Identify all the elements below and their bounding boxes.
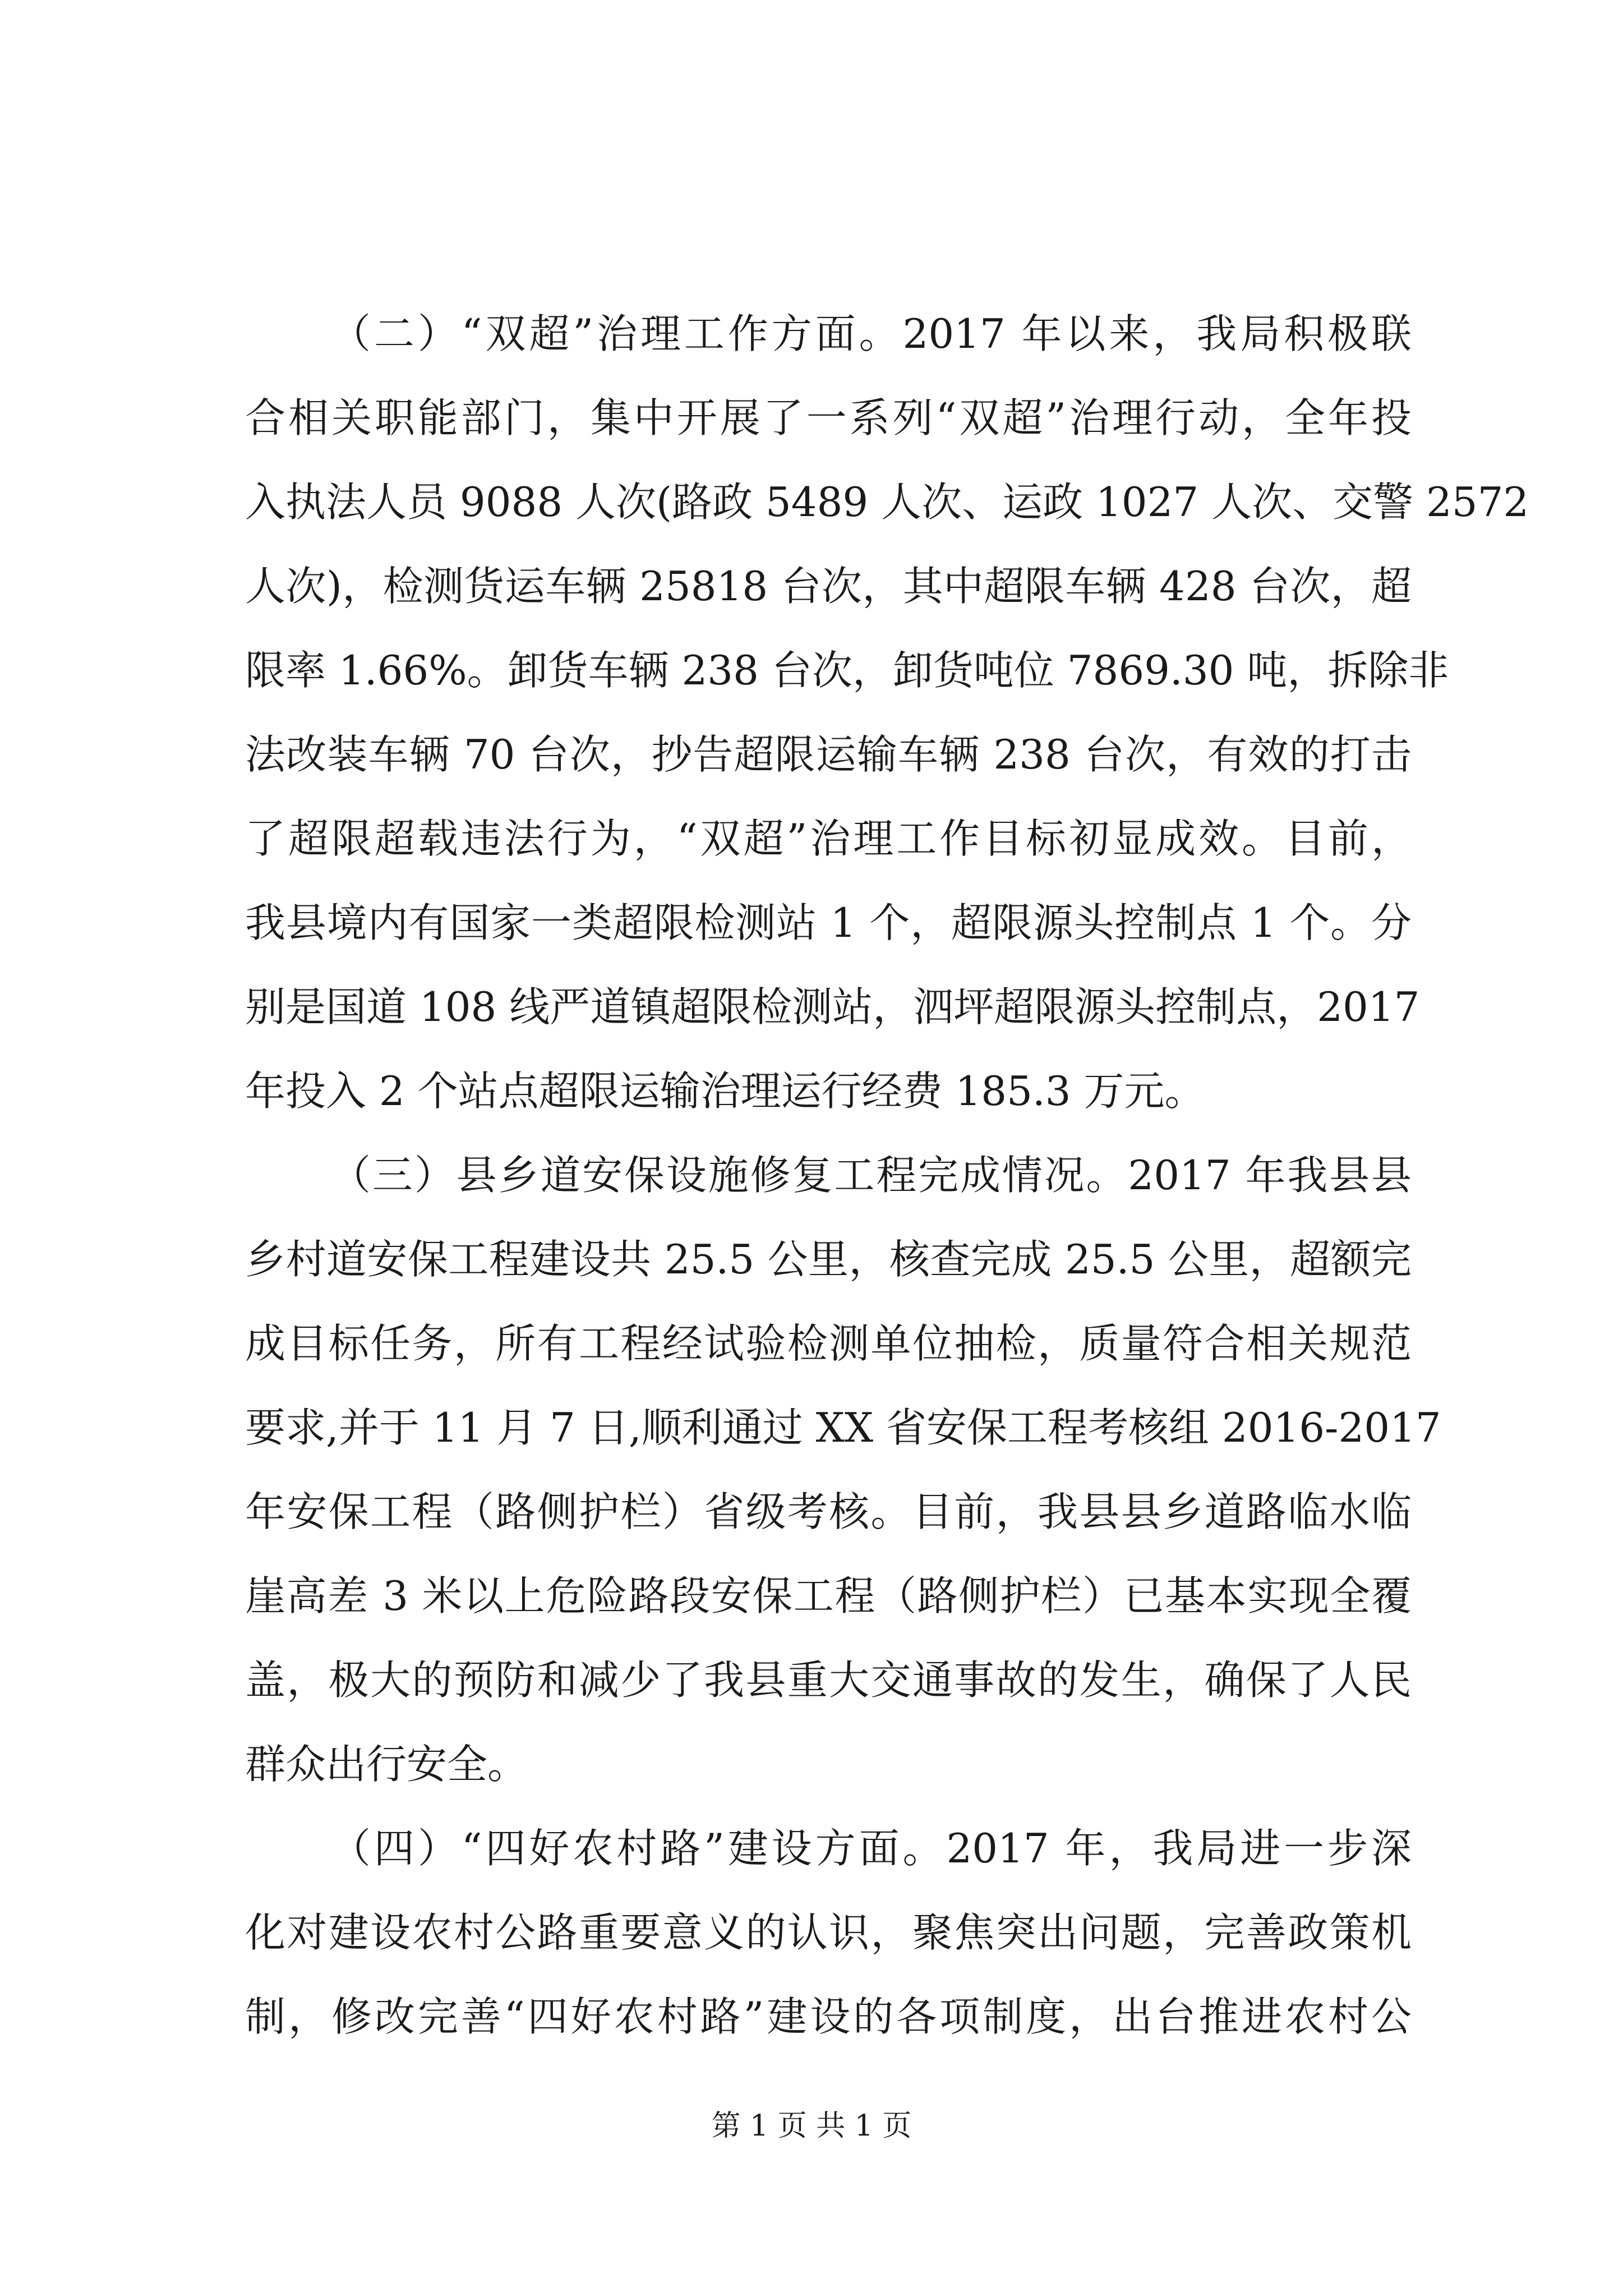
text-line: 年安保工程（路侧护栏）省级考核。目前，我县县乡道路临水临 xyxy=(245,1488,1412,1535)
text-line: （二）“双超”治理工作方面。2017 年以来，我局积极联 xyxy=(330,310,1412,357)
text-line: 要求,并于 11 月 7 日,顺利通过 XX 省安保工程考核组 2016-2017 xyxy=(245,1404,1441,1451)
text-line: 法改装车辆 70 台次，抄告超限运输车辆 238 台次，有效的打击 xyxy=(245,731,1412,778)
text-line: 崖高差 3 米以上危险路段安保工程（路侧护栏）已基本实现全覆 xyxy=(245,1572,1412,1619)
text-line: 化对建设农村公路重要意义的认识，聚焦突出问题，完善政策机 xyxy=(245,1909,1412,1956)
text-line: 合相关职能部门，集中开展了一系列“双超”治理行动，全年投 xyxy=(245,394,1412,441)
text-line: （三）县乡道安保设施修复工程完成情况。2017 年我县县 xyxy=(330,1152,1412,1199)
text-line: （四）“四好农村路”建设方面。2017 年，我局进一步深 xyxy=(330,1825,1412,1872)
text-line: 年投入 2 个站点超限运输治理运行经费 185.3 万元。 xyxy=(245,1068,1205,1115)
page-number-footer: 第 1 页 共 1 页 xyxy=(711,2109,912,2143)
text-line: 制，修改完善“四好农村路”建设的各项制度，出台推进农村公 xyxy=(245,1993,1412,2040)
text-line: 群众出行安全。 xyxy=(245,1741,528,1788)
document-body xyxy=(245,292,1529,2059)
text-line: 入执法人员 9088 人次(路政 5489 人次、运政 1027 人次、交警 2572 xyxy=(245,478,1529,526)
text-line: 我县境内有国家一类超限检测站 1 个，超限源头控制点 1 个。分 xyxy=(245,899,1412,946)
text-line: 成目标任务，所有工程经试验检测单位抽检，质量符合相关规范 xyxy=(245,1320,1412,1367)
text-line: 人次)，检测货运车辆 25818 台次，其中超限车辆 428 台次，超 xyxy=(245,563,1412,610)
paragraph-3 xyxy=(245,1133,1441,1806)
text-line: 乡村道安保工程建设共 25.5 公里，核查完成 25.5 公里，超额完 xyxy=(245,1236,1412,1283)
text-line: 限率 1.66%。卸货车辆 238 台次，卸货吨位 7869.30 吨，拆除非 xyxy=(245,647,1449,694)
text-line: 别是国道 108 线严道镇超限检测站，泗坪超限源头控制点，2017 xyxy=(245,983,1420,1030)
text-line: 盖，极大的预防和减少了我县重大交通事故的发生，确保了人民 xyxy=(245,1657,1412,1704)
paragraph-4 xyxy=(245,1806,1412,2059)
paragraph-2 xyxy=(245,292,1529,1133)
text-line: 了超限超载违法行为，“双超”治理工作目标初显成效。目前， xyxy=(245,815,1412,862)
